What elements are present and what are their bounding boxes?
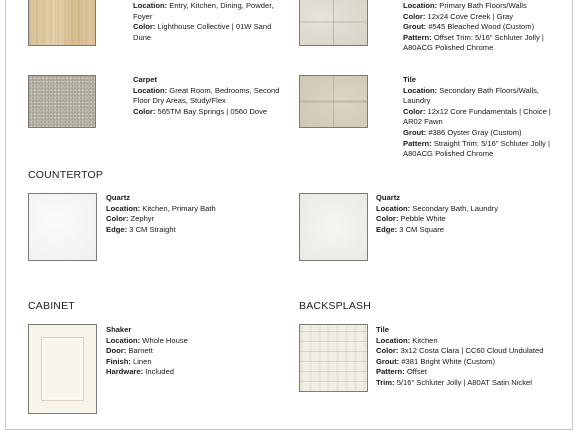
wood-flooring-swatch (28, 0, 96, 46)
quartz-primary-color-line: Color: Zephyr (106, 214, 155, 224)
secondary-tile-details (403, 75, 563, 160)
secondary-tile-pattern-line: Pattern: Straight Trim: 5/16" Schluter Jolly | A80ACG Polished Chrome (403, 138, 550, 159)
carpet-details (133, 75, 283, 117)
quartz-primary-edge-line: Edge: 3 CM Straight (106, 224, 176, 234)
cabinet-hardware-line: Hardware: Included (106, 367, 174, 377)
quartz-primary-location-line: Location: Kitchen, Primary Bath (106, 203, 216, 213)
backsplash-heading: BACKSPLASH (299, 300, 372, 312)
backsplash-trim-line: Trim: 5/16" Schluter Jolly | A80AT Satin Nickel (376, 377, 532, 387)
carpet-swatch (28, 75, 96, 128)
backsplash-grout-line: Grout: #381 Bright White (Custom) (376, 356, 496, 366)
shaker-door-panel (41, 337, 84, 401)
quartz-secondary-color-line: Color: Pebble White (376, 214, 446, 224)
cabinet-title: Shaker (106, 325, 132, 334)
carpet-title: Carpet (133, 75, 158, 84)
wood-flooring-details (133, 1, 283, 43)
quartz-pebble-swatch (299, 193, 368, 261)
backsplash-title: Tile (376, 325, 389, 334)
quartz-primary-details (106, 193, 276, 235)
secondary-tile-grout-line: Grout: #386 Oyster Gray (Custom) (403, 127, 522, 137)
secondary-tile-color-line: Color: 12x12 Core Fundamentals | Choice | AR02 Fawn (403, 106, 551, 127)
secondary-tile-swatch (299, 75, 368, 128)
secondary-tile-title: Tile (403, 75, 416, 84)
quartz-secondary-title: Quartz (376, 193, 401, 202)
countertop-heading: COUNTERTOP (28, 169, 104, 181)
bath-tile-grout-line: Grout: #545 Bleached Wood (Custom) (403, 22, 535, 32)
cabinet-heading: CABINET (28, 300, 75, 312)
carpet-color-line: Color: 565TM Bay Springs | 0560 Dove (133, 106, 268, 116)
backsplash-color-line: Color: 3x12 Costa Clara | CC60 Cloud Undulated (376, 346, 544, 356)
wood-color-line: Color: Lighthouse Collective | 01W Sand Dune (133, 22, 272, 42)
bath-tile-location-line: Location: Primary Bath Floors/Walls (403, 1, 527, 10)
carpet-location-line: Location: Great Room, Bedrooms, Second Floor Dry Areas, Study/Flex (133, 85, 280, 106)
backsplash-details (376, 325, 566, 389)
quartz-zephyr-swatch (28, 193, 97, 261)
cabinet-details (106, 325, 276, 378)
cabinet-door-line: Door: Barnett (106, 346, 153, 356)
backsplash-location-line: Location: Kitchen (376, 335, 438, 345)
wood-location-line: Location: Entry, Kitchen, Dining, Powder, Foyer (133, 1, 274, 21)
secondary-tile-location-line: Location: Secondary Bath Floors/Walls, Laundry (403, 85, 540, 106)
bath-tile-pattern-line: Pattern: Offset Trim: 5/16" Schluter Jolly | A80ACG Polished Chrome (403, 32, 544, 53)
bath-tile-color-line: Color: 12x24 Cove Creek | Gray (403, 11, 514, 21)
cabinet-finish-line: Finish: Linen (106, 356, 152, 366)
quartz-secondary-location-line: Location: Secondary Bath, Laundry (376, 203, 498, 213)
backsplash-tile-swatch (299, 324, 368, 392)
quartz-secondary-edge-line: Edge: 3 CM Square (376, 224, 444, 234)
cabinet-location-line: Location: Whole House (106, 335, 188, 345)
backsplash-pattern-line: Pattern: Offset (376, 367, 427, 377)
bath-tile-details (403, 1, 563, 54)
shaker-cabinet-swatch (28, 324, 97, 414)
bath-tile-swatch (299, 0, 368, 46)
quartz-secondary-details (376, 193, 556, 235)
quartz-primary-title: Quartz (106, 193, 131, 202)
